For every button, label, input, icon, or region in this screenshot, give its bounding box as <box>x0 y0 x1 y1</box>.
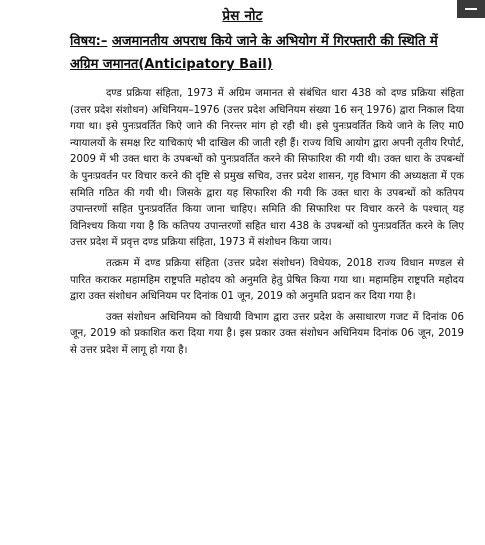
document-subject <box>70 30 460 76</box>
document-title: प्रेस नोट <box>222 8 263 24</box>
subject-text: अजमानतीय अपराध किये जाने के अभियोग में गिरफ्तारी की स्थिति में अग्रिम जमानत(Anticipatory Bail) <box>70 34 438 72</box>
paragraph-2: तत्क्रम में दण्ड प्रक्रिया संहिता (उत्तर प्रदेश संशोधन) विधेयक, 2018 राज्य विधान मण्डल से पारित कराकर महामहिम राष्ट्रपति महोदय को अनुमति हेतु प्रेषित किया गया था। महामहिम राष्ट्रपति महोदय द्वारा उक्त संशोधन अधिनियम पर दिनांक 01 जून, 2019 को अनुमति प्रदान कर दिया गया है। <box>70 257 464 303</box>
subject-label: विषय:– <box>70 34 108 49</box>
document-body <box>70 86 464 364</box>
paragraph-3: उक्त संशोधन अधिनियम को विधायी विभाग द्वारा उत्तर प्रदेश के असाधारण गजट में दिनांक 06 जून, 2019 को प्रकाशित करा दिया गया है। इस प्रकार उक्त संशोधन अधिनियम दिनांक 06 जून, 2019 से उत्तर प्रदेश में लागू हो गया है। <box>70 311 464 356</box>
paragraph-1: दण्ड प्रक्रिया संहिता, 1973 में अग्रिम जमानत से संबंधित धारा 438 को दण्ड प्रक्रिया संहिता (उत्तर प्रदेश संशोधन) अधिनियम–1976 (उत्तर प्रदेश अधिनियम संख्या 16 सन् 1976) द्वारा निकाल दिया गया था। इसे पुनःप्रवर्तित किऐ जाने की निरन्तर मांग हो रही थी। इसे पुनःप्रवर्तित किये जाने के लिए मा0 न्यायालयों के समक्ष रिट याचिकाएं भी दाखिल की जाती रही हैं। राज्य विधि आयोग द्वारा अपनी तृतीय रिपोर्ट, 2009 में भी उक्त धारा के उपबन्धों को पुनःप्रवर्तित करने की सिफारिश की गयी थी। उक्त धारा के उपबन्धों के पुनःप्रवर्तन पर विचार करने की दृष्टि से प्रमुख सचिव, उत्तर प्रदेश शासन, गृह विभाग की अध्यक्षता में एक समिति गठित की गयी थी। जिसके द्वारा यह सिफारिश की गयी कि उक्त धारा के उपबन्धों को कतिपय उपान्तरणों सहित पुनःप्रवर्तित किया जाना चाहिए। समिति की सिफारिश पर विचार करने के पश्चात् यह विनिश्चय किया गया है कि कतिपय उपान्तरणों सहित धारा 438 के उपबन्धों को पुनःप्रवर्तित करने के लिए उत्तर प्रदेश में प्रवृत्त दण्ड प्रक्रिया संहिता, 1973 में संशोधन किया जाय। <box>70 88 464 249</box>
